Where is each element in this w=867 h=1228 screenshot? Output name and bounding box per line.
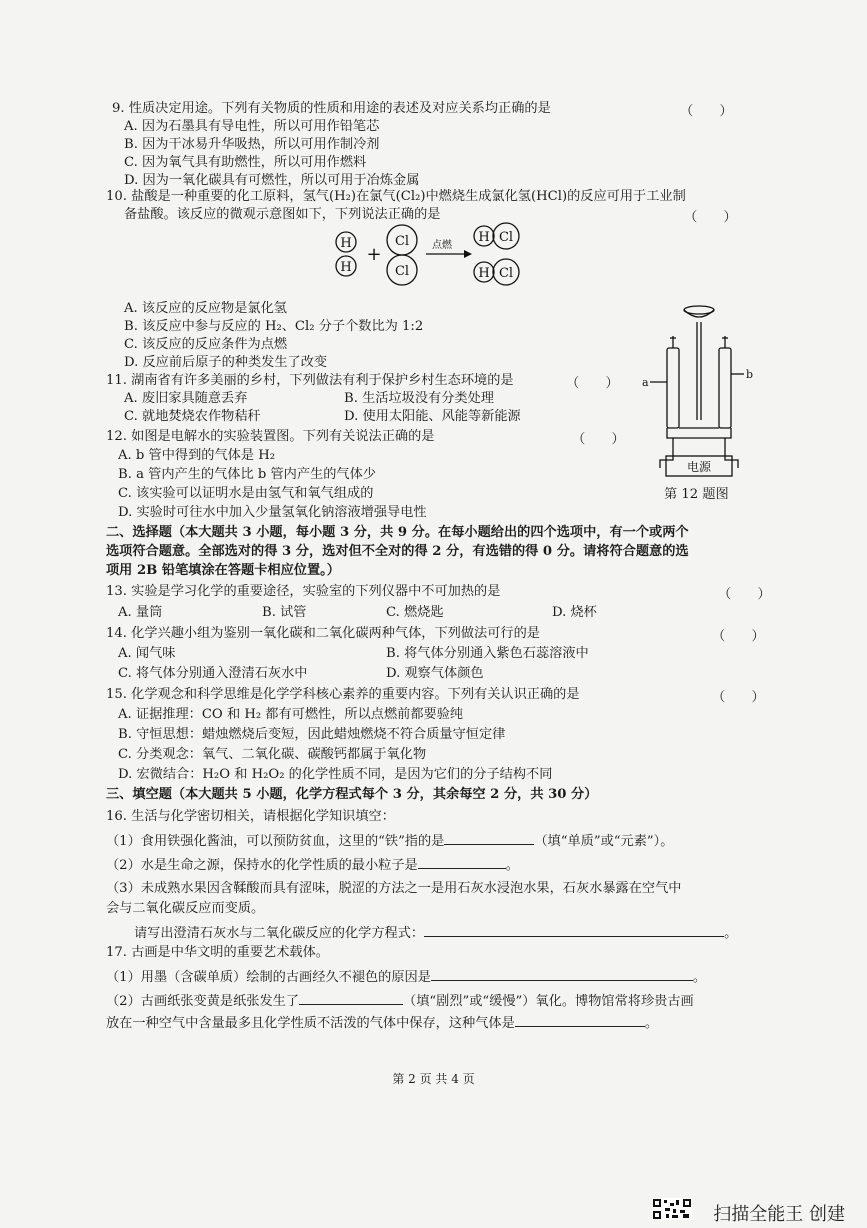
q17-part2-hint: （填“剧烈”或“缓慢”）氧化。博物馆常将珍贵古画 [403, 994, 694, 1009]
q12-answer-paren: （ ） [572, 432, 625, 447]
q16-part3-end: 。 [724, 926, 738, 941]
q16-part1-text: （1）食用铁强化酱油，可以预防贫血，这里的“铁”指的是 [106, 834, 445, 849]
q13-option-b: B. 试管 [262, 605, 307, 620]
q10-stem-line1: 10. 盐酸是一种重要的化工原料，氢气(H₂)在氯气(Cl₂)中燃烧生成氯化氢(HCl)的反应可用于工业制 [106, 189, 686, 204]
cl-atom-label: Cl [394, 234, 410, 249]
h-atom-label: H [478, 230, 490, 245]
q17-blank1[interactable] [431, 968, 693, 981]
plus-sign: + [366, 244, 382, 265]
section2-heading-line2: 选项符合题意。全部选对的得 3 分，选对但不全对的得 2 分，有选错的得 0 分。请将符合题意的选 [106, 544, 689, 559]
q12-option-a: A. b 管中得到的气体是 H₂ [118, 448, 276, 463]
q17-part2 [106, 992, 694, 1011]
page-number-footer: 第 2 页 共 4 页 [392, 1072, 475, 1086]
q17-part2-line2-text: 放在一种空气中含量最多且化学性质不活泼的气体中保存，这种气体是 [106, 1016, 515, 1031]
q15-option-c: C. 分类观念：氧气、二氧化碳、碳酸钙都属于氧化物 [118, 747, 427, 762]
reservoir-rim [684, 306, 714, 314]
q14-option-a: A. 闻气味 [118, 646, 176, 661]
q17-part2-text: （2）古画纸张变黄是纸张发生了 [106, 994, 300, 1009]
q12-stem: 12. 如图是电解水的实验装置图。下列有关说法正确的是 [106, 429, 435, 444]
q11-answer-paren: （ ） [566, 376, 619, 391]
q15-option-b: B. 守恒思想：蜡烛燃烧后变短，因此蜡烛燃烧不符合质量守恒定律 [118, 727, 506, 742]
q14-answer-paren: （ ） [712, 629, 765, 644]
q13-answer-paren: （ ） [718, 587, 771, 602]
q9-option-c: C. 因为氧气具有助燃性，所以可用作燃料 [124, 155, 367, 170]
q9-option-d: D. 因为一氧化碳具有可燃性，所以可用于冶炼金属 [124, 173, 420, 188]
q9-option-a: A. 因为石墨具有导电性，所以可用作铅笔芯 [124, 119, 380, 134]
q10-reaction-diagram [330, 222, 540, 292]
q10-option-c: C. 该反应的反应条件为点燃 [124, 337, 288, 352]
cl-atom-label: Cl [394, 264, 410, 279]
section2-heading-line3: 项用 2B 铅笔填涂在答题卡相应位置。） [106, 563, 340, 578]
q15-answer-paren: （ ） [712, 690, 765, 705]
q10-option-b: B. 该反应中参与反应的 H₂、Cl₂ 分子个数比为 1:2 [124, 319, 424, 334]
h-atom-label: H [340, 260, 352, 275]
q17-part2-end: 。 [644, 1016, 658, 1031]
qr-code-icon [652, 1198, 692, 1220]
q12-option-d: D. 实验时可往水中加入少量氢氧化钠溶液增强导电性 [118, 505, 427, 520]
q16-part3-line2: 会与二氧化碳反应而变质。 [106, 901, 265, 916]
scanner-watermark: 扫描全能王 创建 [713, 1204, 845, 1225]
label-b: b [746, 368, 754, 381]
q16-blank3[interactable] [424, 924, 724, 937]
q16-stem: 16. 生活与化学密切相关，请根据化学知识填空： [106, 809, 395, 824]
power-supply-label: 电源 [686, 460, 712, 474]
q9-stem: 9. 性质决定用途。下列有关物质的性质和用途的表述及对应关系均正确的是 [112, 101, 551, 116]
q13-option-c: C. 燃烧匙 [386, 605, 444, 620]
q11-option-a: A. 废旧家具随意丢弃 [124, 391, 248, 406]
q13-option-d: D. 烧杯 [552, 605, 597, 620]
q17-blank2[interactable] [299, 992, 403, 1005]
h-atom-label: H [340, 236, 352, 251]
q15-option-d: D. 宏微结合：H₂O 和 H₂O₂ 的化学性质不同，是因为它们的分子结构不同 [118, 767, 553, 782]
q13-option-a: A. 量筒 [118, 605, 163, 620]
q11-option-b: B. 生活垃圾没有分类处理 [344, 391, 494, 406]
tube-a [667, 348, 679, 428]
q14-option-c: C. 将气体分别通入澄清石灰水中 [118, 666, 308, 681]
h-atom-label: H [478, 266, 490, 281]
q16-part3-equation [134, 924, 737, 943]
q10-option-d: D. 反应前后原子的种类发生了改变 [124, 355, 328, 370]
q10-stem-line2: 备盐酸。该反应的微观示意图如下，下列说法正确的是 [124, 207, 441, 222]
q16-part2-end: 。 [505, 858, 519, 873]
cl-atom-label: Cl [498, 266, 514, 281]
q16-part3-line1: （3）未成熟水果因含鞣酸而具有涩味，脱涩的方法之一是用石灰水浸泡水果，石灰水暴露在空气中 [106, 881, 682, 896]
section3-heading: 三、填空题（本大题共 5 小题，化学方程式每个 3 分，其余每空 2 分，共 30 分） [106, 787, 598, 802]
q17-part2-line2 [106, 1014, 658, 1033]
q15-option-a: A. 证据推理：CO 和 H₂ 都有可燃性，所以点燃前都要验纯 [118, 707, 464, 722]
cl-atom-label: Cl [498, 230, 514, 245]
q17-part1 [106, 968, 706, 987]
q16-blank2[interactable] [418, 856, 506, 869]
reaction-condition: 点燃 [432, 240, 452, 251]
q16-part2 [106, 856, 519, 875]
reaction-arrow-head [464, 250, 472, 258]
q16-part1 [106, 832, 673, 851]
q10-answer-paren: （ ） [684, 210, 737, 225]
q16-blank1[interactable] [444, 832, 534, 845]
q10-option-a: A. 该反应的反应物是氯化氢 [124, 301, 287, 316]
q16-part3-equation-text: 请写出澄清石灰水与二氧化碳反应的化学方程式： [134, 926, 425, 941]
connector-base [667, 428, 731, 438]
q17-part1-end: 。 [692, 970, 707, 985]
q11-option-d: D. 使用太阳能、风能等新能源 [344, 409, 521, 424]
q14-stem: 14. 化学兴趣小组为鉴别一氧化碳和二氧化碳两种气体，下列做法可行的是 [106, 626, 540, 641]
q17-blank3[interactable] [515, 1014, 645, 1027]
q17-part1-text: （1）用墨（含碳单质）绘制的古画经久不褪色的原因是 [106, 970, 431, 985]
q12-option-b: B. a 管内产生的气体比 b 管内产生的气体少 [118, 467, 376, 482]
q14-option-b: B. 将气体分别通入紫色石蕊溶液中 [386, 646, 589, 661]
section2-heading-line1: 二、选择题（本大题共 3 小题，每小题 3 分，共 9 分。在每小题给出的四个选项中，有一个或两个 [106, 525, 689, 540]
q12-option-c: C. 该实验可以证明水是由氢气和氧气组成的 [118, 486, 374, 501]
q16-part2-text: （2）水是生命之源，保持水的化学性质的最小粒子是 [106, 858, 418, 873]
tube-b [719, 348, 731, 428]
q15-stem: 15. 化学观念和科学思维是化学学科核心素养的重要内容。下列有关认识正确的是 [106, 687, 580, 702]
q17-stem: 17. 古画是中华文明的重要艺术载体。 [106, 945, 329, 960]
q9-answer-paren: （ ） [680, 104, 733, 119]
q9-option-b: B. 因为干冰易升华吸热，所以可用作制冷剂 [124, 137, 380, 152]
q13-stem: 13. 实验是学习化学的重要途径，实验室的下列仪器中不可加热的是 [106, 584, 501, 599]
q11-stem: 11. 湖南省有许多美丽的乡村，下列做法有利于保护乡村生态环境的是 [106, 373, 514, 388]
electrolysis-apparatus-figure [640, 300, 760, 510]
q11-option-c: C. 就地焚烧农作物秸秆 [124, 409, 261, 424]
q14-option-d: D. 观察气体颜色 [386, 666, 484, 681]
label-a: a [642, 376, 649, 389]
q16-part1-hint: （填“单质”或“元素”）。 [534, 834, 674, 849]
q12-figure-caption: 第 12 题图 [664, 487, 729, 502]
